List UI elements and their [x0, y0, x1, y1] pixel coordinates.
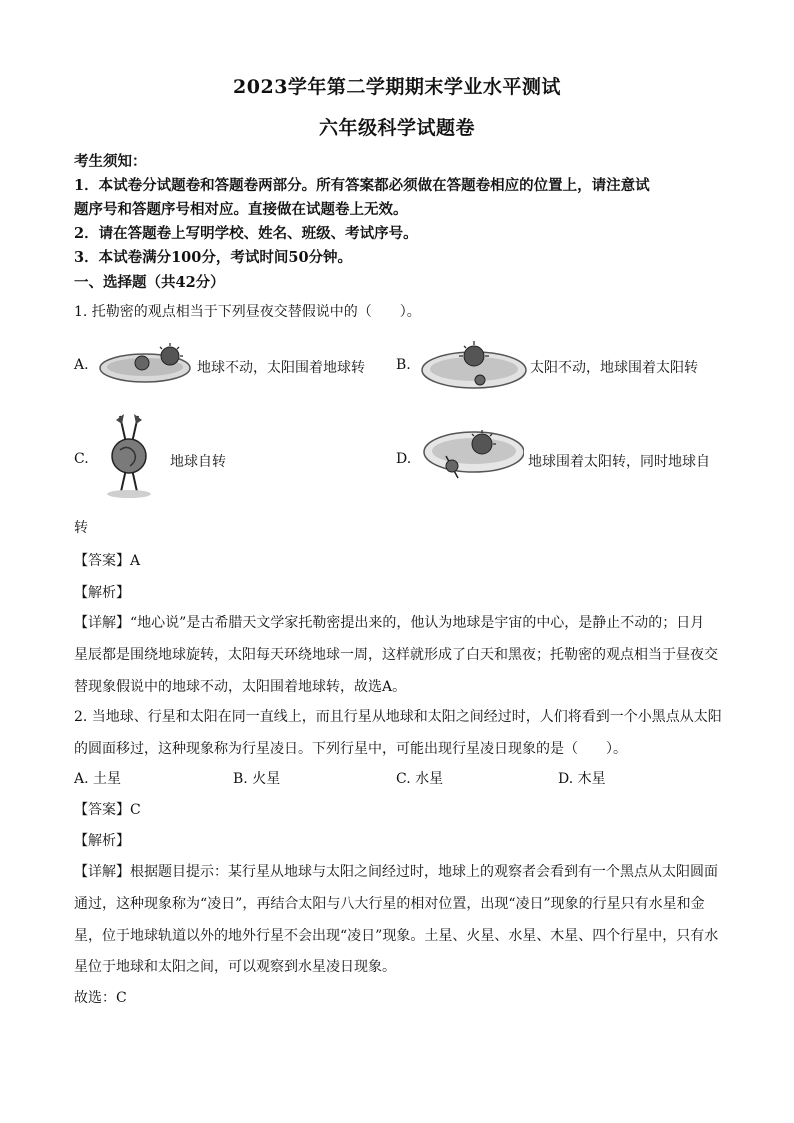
question-1-answer: 【答案】A: [74, 553, 141, 569]
option-a-text: 地球不动，太阳围着地球转: [197, 360, 365, 376]
section-heading: 一、选择题（共42分）: [74, 274, 225, 291]
question-2-detail-line-3: 星，位于地球轨道以外的地外行星不会出现“凌日”现象。土星、火星、水星、木星、四个行星中，只有水: [74, 928, 719, 944]
question-2-stem-line-1: 2. 当地球、行星和太阳在同一直线上，而且行星从地球和太阳之间经过时，人们将看到一个小黑点从太阳: [74, 709, 722, 725]
question-2-detail-line-1: 【详解】根据题目提示：某行星从地球与太阳之间经过时，地球上的观察者会看到有一个黑点从太阳圆面: [74, 864, 718, 880]
notice-item-2: 2．请在答题卷上写明学校、姓名、班级、考试序号。: [74, 225, 418, 242]
notice-item-1-line-1: 1．本试卷分试题卷和答题卷两部分。所有答案都必须做在答题卷相应的位置上，请注意试: [74, 177, 650, 194]
question-2-detail-line-4: 星位于地球和太阳之间，可以观察到水星凌日现象。: [74, 959, 396, 975]
question-2-stem-line-2: 的圆面移过，这种现象称为行星凌日。下列行星中，可能出现行星凌日现象的是（ ）。: [74, 741, 627, 757]
question-1-detail-line-1: 【详解】“地心说”是古希腊天文学家托勒密提出来的，他认为地球是宇宙的中心，是静止不动的；日月: [74, 615, 705, 631]
question-1-analysis-label: 【解析】: [74, 585, 130, 601]
exam-title: 2023学年第二学期期末学业水平测试: [233, 76, 561, 98]
option-b-text: 太阳不动，地球围着太阳转: [530, 360, 698, 376]
notice-item-3: 3．本试卷满分100分，考试时间50分钟。: [74, 249, 353, 266]
question-1-stem: 1. 托勒密的观点相当于下列昼夜交替假说中的（ ）。: [74, 304, 421, 320]
exam-subtitle: 六年级科学试题卷: [318, 117, 475, 139]
question-2-option-a: A. 土星: [74, 771, 122, 787]
notice-item-1-line-2: 题序号和答题序号相对应。直接做在试题卷上无效。: [74, 201, 408, 218]
option-b-letter: B.: [396, 357, 411, 373]
option-d-text: 地球围着太阳转，同时地球自: [528, 454, 710, 470]
sun-center-diagram-icon: [420, 336, 528, 392]
option-d-text-continued: 转: [74, 520, 88, 536]
earth-orbit-rotation-diagram-icon: [420, 426, 524, 482]
question-2-detail-line-2: 通过，这种现象称为“凌日”，再结合太阳与八大行星的相对位置，出现“凌日”现象的行星只有水星和金: [74, 896, 705, 912]
question-2-option-d: D. 木星: [558, 771, 606, 787]
question-2-option-c: C. 水星: [396, 771, 444, 787]
earth-rotation-diagram-icon: [98, 412, 160, 500]
question-1-detail-line-2: 星辰都是围绕地球旋转，太阳每天环绕地球一周，这样就形成了白天和黑夜；托勒密的观点相当于昼夜交: [74, 647, 718, 663]
option-c-text: 地球自转: [170, 454, 226, 470]
question-2-answer: 【答案】C: [74, 802, 141, 818]
earth-center-diagram-icon: [98, 338, 194, 388]
option-a-letter: A.: [74, 357, 89, 373]
question-2-option-b: B. 火星: [233, 771, 281, 787]
question-1-detail-line-3: 替现象假说中的地球不动，太阳围着地球转，故选A。: [74, 679, 407, 695]
question-2-conclusion: 故选：C: [74, 990, 127, 1006]
question-2-analysis-label: 【解析】: [74, 833, 130, 849]
option-d-letter: D.: [396, 451, 412, 467]
option-c-letter: C.: [74, 451, 89, 467]
notice-heading: 考生须知：: [74, 153, 147, 170]
